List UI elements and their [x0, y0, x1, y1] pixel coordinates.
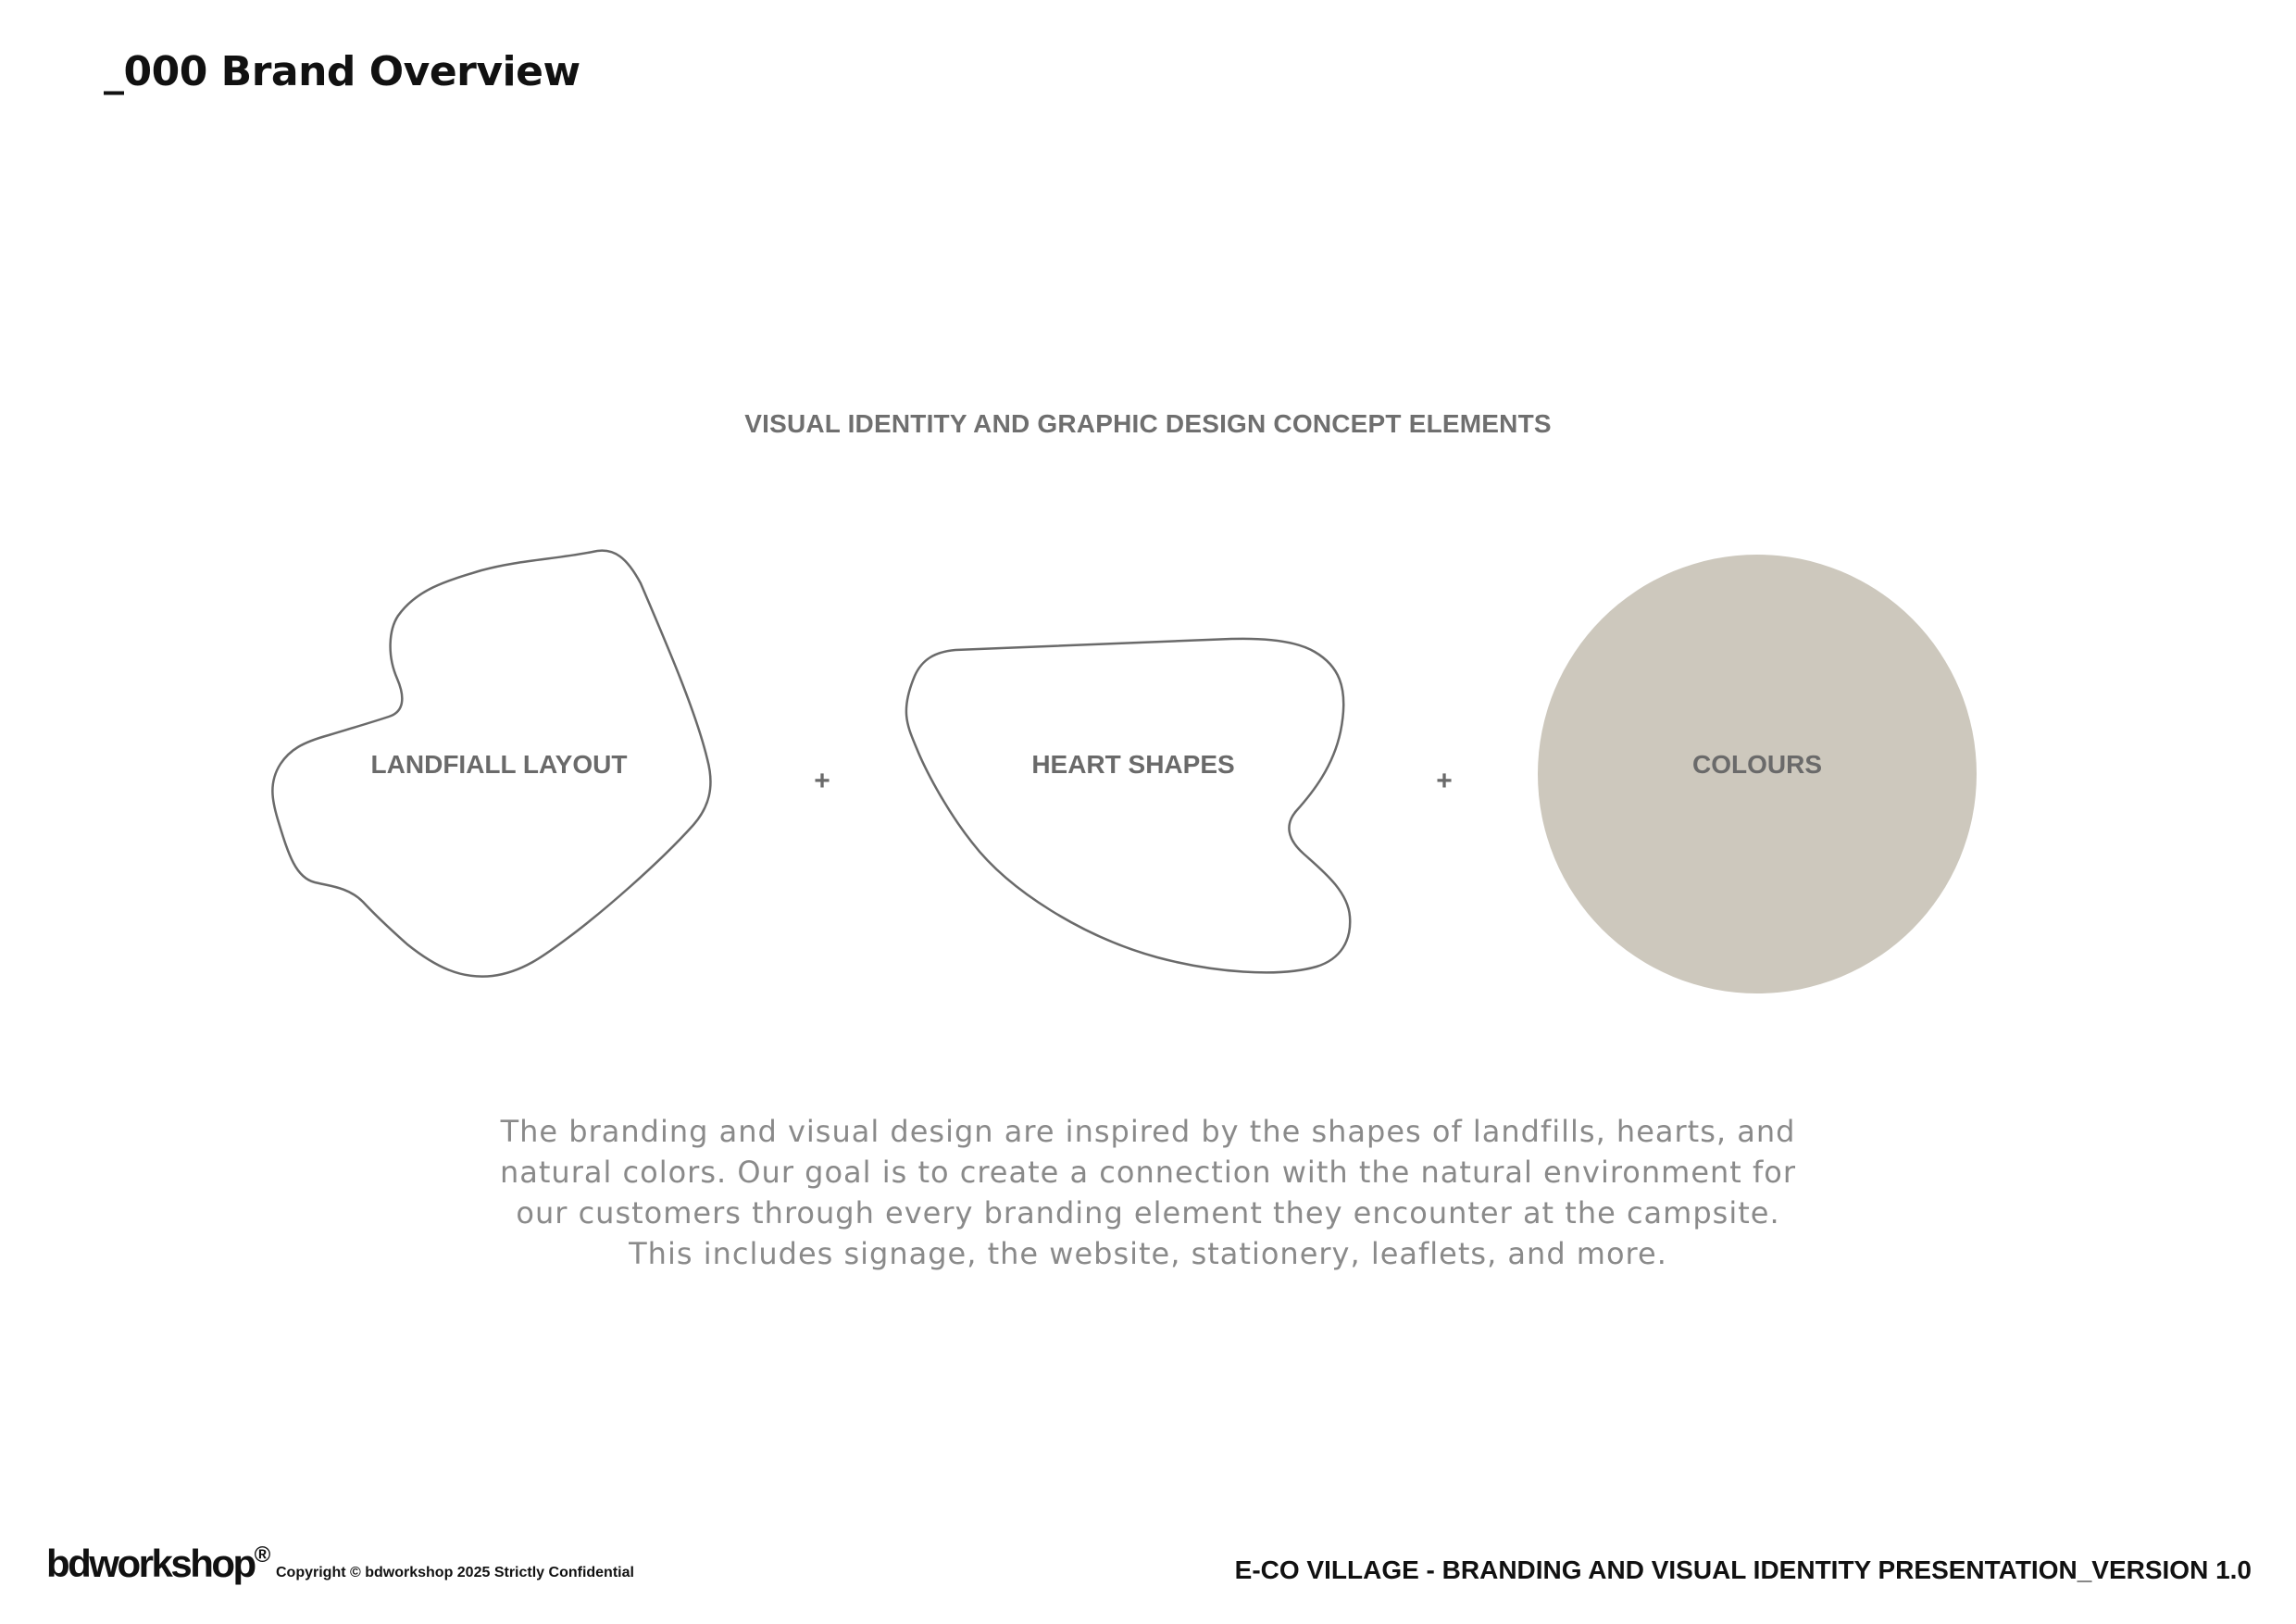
registered-mark: ®: [254, 1543, 271, 1568]
plus-separator-2: +: [1436, 766, 1453, 796]
heart-shapes-label: HEART SHAPES: [1031, 750, 1235, 779]
plus-separator-1: +: [814, 766, 830, 796]
heart-shape: [906, 639, 1350, 973]
colours-label: COLOURS: [1692, 750, 1822, 779]
footer-copyright: Copyright © bdworkshop 2025 Strictly Confidential: [276, 1565, 634, 1580]
landfill-layout-label: LANDFIALL LAYOUT: [370, 750, 628, 779]
description-line: The branding and visual design are inspired by the shapes of landfills, hearts, and: [500, 1114, 1796, 1149]
description-line: This includes signage, the website, stationery, leaflets, and more.: [629, 1236, 1667, 1271]
description-line: natural colors. Our goal is to create a connection with the natural environment for: [499, 1155, 1797, 1190]
description-line: our customers through every branding element they encounter at the campsite.: [516, 1195, 1780, 1230]
footer-project-title: E-CO VILLAGE - BRANDING AND VISUAL IDENTITY PRESENTATION_VERSION 1.0: [1234, 1555, 2252, 1584]
page-title: _000 Brand Overview: [104, 48, 580, 95]
bdworkshop-logo: [46, 1542, 270, 1586]
brand-description: [0, 1111, 2296, 1274]
section-heading: VISUAL IDENTITY AND GRAPHIC DESIGN CONCEPT ELEMENTS: [744, 409, 1552, 438]
logo-text: bdworkshop: [46, 1542, 255, 1585]
